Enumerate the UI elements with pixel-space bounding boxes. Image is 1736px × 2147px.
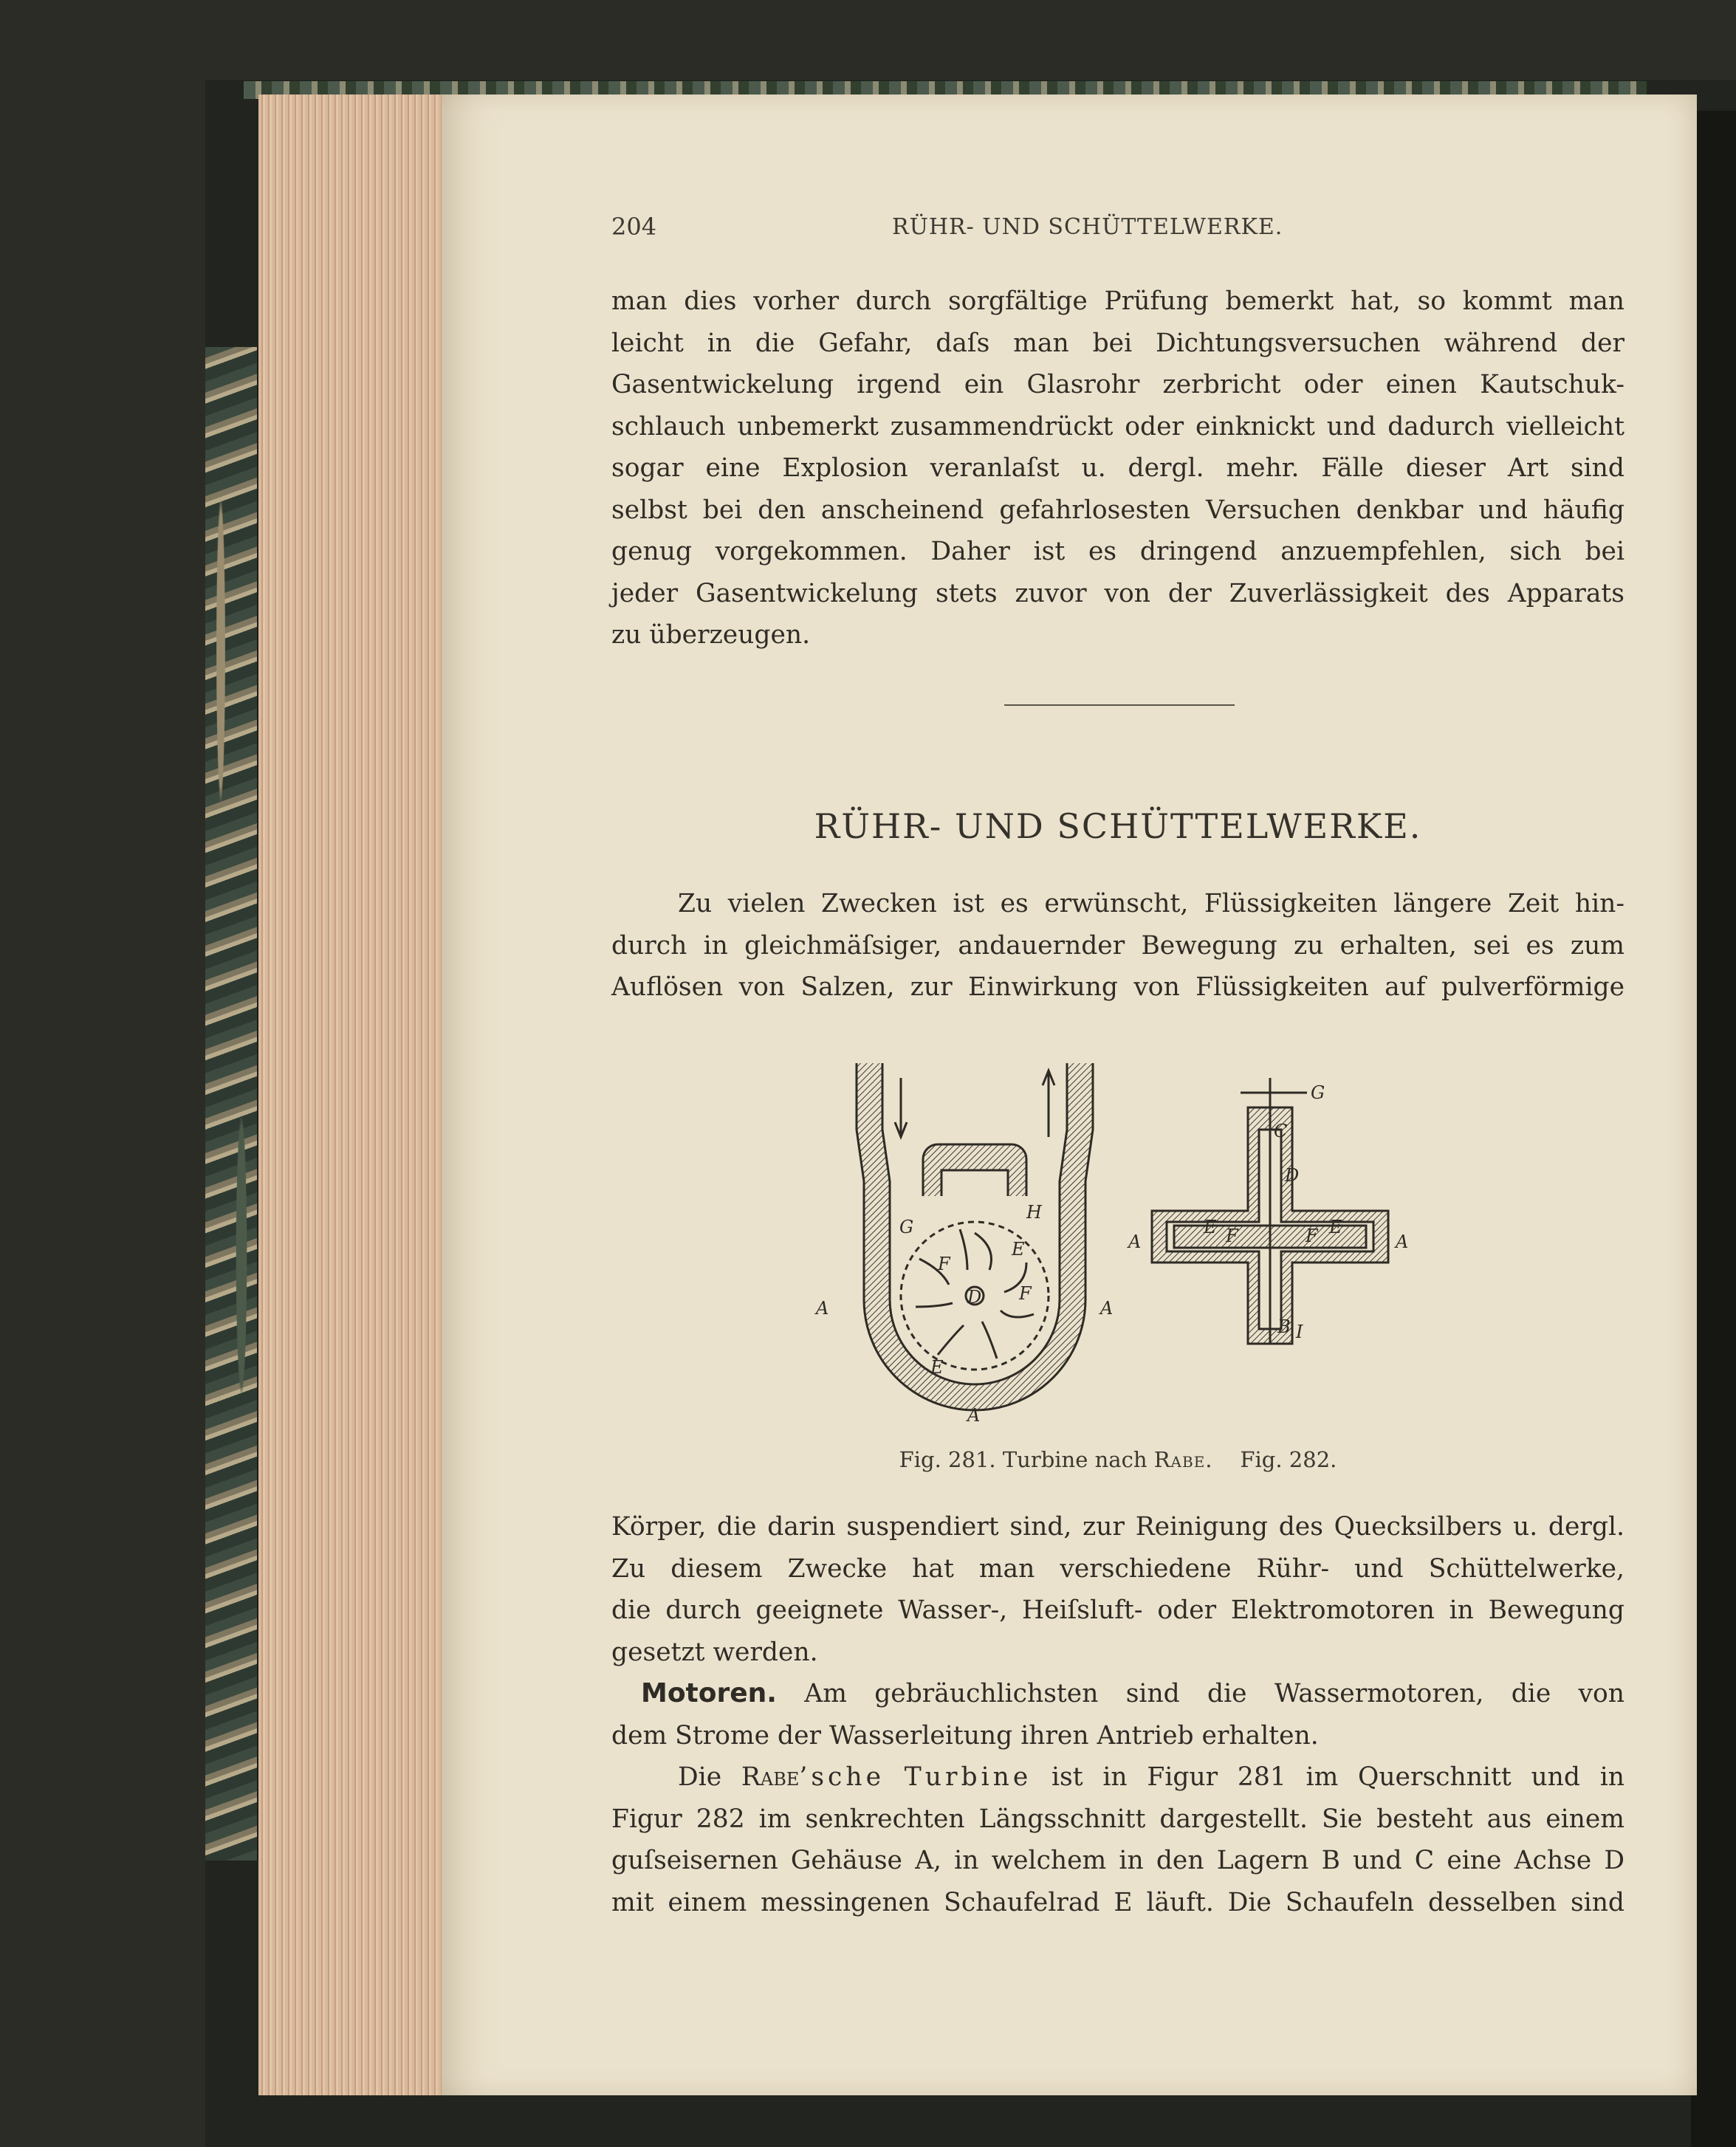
rabe-mid: ’sche <box>799 1762 885 1792</box>
text-line: gesetzt werden. <box>611 1637 818 1667</box>
text-line: sogar eine Explosion veranlaſst u. dergl. mehr. Fälle dieser Art sind <box>611 453 1625 483</box>
running-title: RÜHR- UND SCHÜTTELWERKE. <box>892 214 1283 240</box>
label-e: E <box>1204 1217 1217 1237</box>
label-a-right: A <box>1100 1298 1114 1319</box>
text-line: die durch geeignete Wasser-, Heiſsluft- oder Elektromotoren in Bewegung <box>611 1595 1625 1625</box>
label-b: B <box>1277 1316 1291 1337</box>
motoren-heading: Motoren. <box>641 1678 777 1708</box>
section-divider <box>1004 704 1235 706</box>
label-a-left: A <box>1128 1231 1142 1252</box>
label-f: F <box>1226 1226 1238 1246</box>
motoren-paragraph <box>611 1673 1625 1923</box>
label-a-bottom: A <box>967 1405 981 1426</box>
label-a-left: A <box>816 1298 829 1319</box>
text-line: Zu vielen Zwecken ist es erwünscht, Flüssigkeiten längere Zeit hin- <box>678 889 1625 918</box>
label-a-right: A <box>1396 1231 1409 1252</box>
section-title: RÜHR- UND SCHÜTTELWERKE. <box>814 806 1422 846</box>
section-paragraph <box>611 883 1625 1009</box>
label-g: G <box>1311 1082 1325 1103</box>
label-d: D <box>1285 1165 1300 1186</box>
rabe-lead: Die <box>678 1762 722 1792</box>
text-line <box>611 1673 1625 1715</box>
label-e-right: E <box>1329 1217 1342 1237</box>
label-g: G <box>899 1217 914 1237</box>
page-stack-edges <box>258 95 445 2095</box>
text-line: jeder Gasentwickelung stets zuvor von der Zuverlässigkeit des Apparats <box>611 578 1625 608</box>
label-e: E <box>1012 1239 1025 1260</box>
text-line: selbst bei den anscheinend gefahrlosesten Versuchen denkbar und häufig <box>611 495 1625 525</box>
label-d: D <box>967 1287 982 1308</box>
label-c: C <box>1274 1121 1288 1141</box>
text-line: Figur 282 im senkrechten Längsschnitt dargestellt. Sie besteht aus einem <box>611 1804 1625 1834</box>
continuation-paragraph <box>611 1506 1625 1673</box>
rabe-spaced: Turbine <box>904 1762 1032 1792</box>
fig-281-drawing <box>857 1063 1093 1410</box>
label-f: F <box>938 1254 950 1274</box>
text-line: schlauch unbemerkt zusammendrückt oder einknickt und dadurch vielleicht <box>611 411 1625 442</box>
caption-right: Fig. 282. <box>1240 1447 1337 1472</box>
label-f-right: F <box>1306 1226 1318 1246</box>
rabe-rest: ist in Figur 281 im Querschnitt und in <box>1051 1762 1625 1792</box>
text-line <box>611 1756 1625 1799</box>
text-line: durch in gleichmäſsiger, andauernder Bewegung zu erhalten, sei es zum <box>611 930 1625 961</box>
page-number: 204 <box>611 213 657 241</box>
rabe-name: Rabe <box>741 1762 800 1792</box>
caption-name: Rabe. <box>1153 1447 1213 1472</box>
text-line: Auflösen von Salzen, zur Einwirkung von Flüssigkeiten auf pulverförmige <box>611 972 1625 1002</box>
text-line: guſseisernen Gehäuse A, in welchem in den Lagern B und C eine Achse D <box>611 1846 1625 1875</box>
text-line: Gasentwickelung irgend ein Glasrohr zerbricht oder einen Kautschuk- <box>611 370 1625 399</box>
marbled-cover-edge <box>205 347 258 1861</box>
text-line: mit einem messingenen Schaufelrad E läuft. Die Schaufeln desselben sind <box>611 1887 1625 1917</box>
label-f-right: F <box>1019 1283 1032 1304</box>
text-line: Zu diesem Zwecke hat man verschiedene Rühr- und Schüttelwerke, <box>611 1553 1625 1584</box>
turbine-figure <box>812 1048 1447 1432</box>
text-line: man dies vorher durch sorgfältige Prüfung bemerkt hat, so kommt man <box>611 286 1625 316</box>
label-h: H <box>1026 1202 1042 1223</box>
label-i: I <box>1296 1322 1303 1342</box>
fig-282-drawing <box>1152 1078 1388 1344</box>
motoren-line1: Am gebräuchlichsten sind die Wassermotoren, die von <box>804 1679 1625 1708</box>
figure-caption <box>611 1447 1625 1472</box>
gutter-shadow <box>1691 111 1736 2147</box>
text-line: Körper, die darin suspendiert sind, zur Reinigung des Quecksilbers u. dergl. <box>611 1512 1625 1542</box>
text-line: zu überzeugen. <box>611 620 811 650</box>
caption-left: Fig. 281. Turbine nach <box>899 1447 1147 1472</box>
label-e-low: E <box>930 1357 944 1378</box>
text-line: dem Strome der Wasserleitung ihren Antrieb erhalten. <box>611 1720 1319 1751</box>
text-line: leicht in die Gefahr, daſs man bei Dichtungsversuchen während der <box>611 328 1625 358</box>
text-line: genug vorgekommen. Daher ist es dringend anzuempfehlen, sich bei <box>611 537 1625 566</box>
intro-paragraph <box>611 281 1625 656</box>
